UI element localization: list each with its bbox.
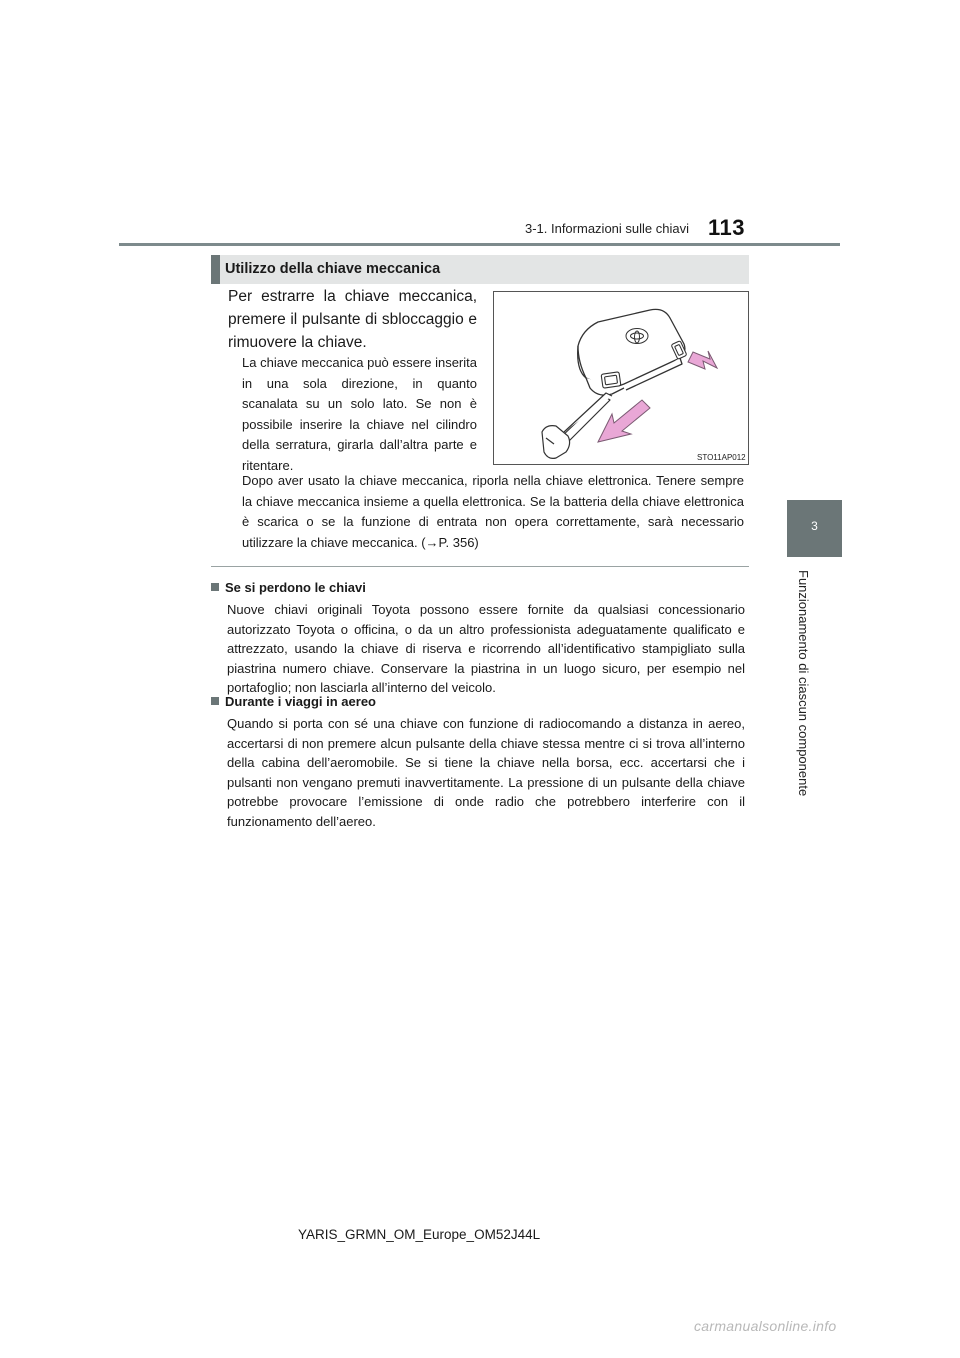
watermark: carmanualsonline.info xyxy=(694,1318,837,1334)
bullet-square-icon xyxy=(211,583,219,591)
document-footer: YARIS_GRMN_OM_Europe_OM52J44L xyxy=(298,1227,541,1242)
section-title: Utilizzo della chiave meccanica xyxy=(225,261,441,277)
press-arrow-icon xyxy=(688,351,717,369)
mechanical-key-icon xyxy=(542,393,612,458)
info-title-air-travel: Durante i viaggi in aereo xyxy=(211,694,376,709)
key-fob-body xyxy=(578,309,685,395)
chapter-heading: 3-1. Informazioni sulle chiavi xyxy=(524,221,689,236)
note-key-storage: Dopo aver usato la chiave meccanica, riporla nella chiave elettronica. Tenere sempre la chiave meccanica insieme a quella elettronica. Se la batteria della chiave elettronica è scarica o se la funzione di entrata non opera correttamente, sarà necessario utilizzare la chiave meccanica. (→P. 356) xyxy=(242,473,744,550)
pull-arrow-icon xyxy=(598,400,650,442)
chapter-tab-number: 3 xyxy=(811,519,818,533)
figure-code: STO11AP012 xyxy=(697,453,746,462)
section-divider xyxy=(211,566,749,567)
key-illustration xyxy=(493,291,749,465)
info-title-lost-keys: Se si perdono le chiavi xyxy=(211,580,366,595)
bullet-square-icon xyxy=(211,697,219,705)
key-illustration-drawing xyxy=(494,292,748,464)
header-rule xyxy=(119,243,840,246)
section-heading-marker xyxy=(211,255,220,284)
page-number: 113 xyxy=(708,215,745,240)
key-slot-icon xyxy=(601,372,621,388)
info-body-lost-keys: Nuove chiavi originali Toyota possono essere fornite da qualsiasi concessionario autorizzato Toyota o officina, o da un altro professionista adeguatamente qualificato e attrezzato, usando la chiave di riserva e ricorrendo all’identificativo stampigliato sulla piastrina numero chiave. Conservare la piastrina in un luogo sicuro, per esempio nel portafoglio; non lasciarla all’interno del veicolo. xyxy=(227,602,745,695)
info-body-air-travel: Quando si porta con sé una chiave con funzione di radiocomando a distanza in aereo, accertarsi di non premere alcun pulsante della chiave stessa mentre ci si trova all’interno della cabina dell’aeromobile. Se si tiene la chiave nella borsa, ecc. accertarsi che i pulsanti non vengano premuti inavvertitamente. La pressione di un pulsante della chiave potrebbe provocare l’emissione di onde radio che potrebbero interferire con il funzionamento dell’aereo. xyxy=(227,716,745,829)
chapter-tab-label: Funzionamento di ciascun componente xyxy=(796,570,811,797)
note-key-direction: La chiave meccanica può essere inserita in una sola direzione, in quanto scanalata su un solo lato. Se non è possibile inserire la chiave nel cilindro della serratura, girarla dall’altra parte e ritentare. xyxy=(242,355,477,473)
instruction-text: Per estrarre la chiave meccanica, premere il pulsante di sbloccaggio e rimuovere la chiave. xyxy=(228,288,477,351)
